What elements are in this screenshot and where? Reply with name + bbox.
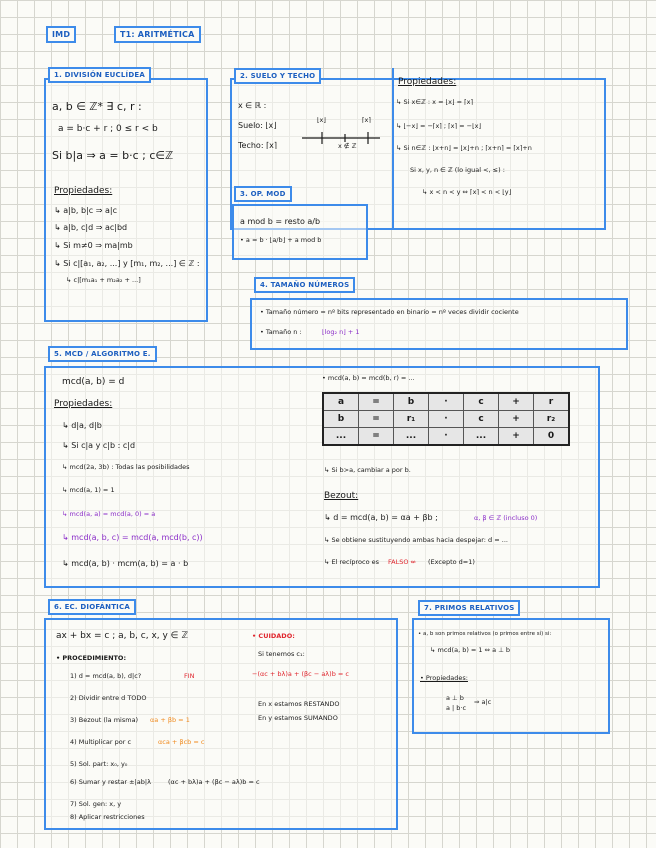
s6-proc-heading: • PROCEDIMIENTO: bbox=[56, 654, 127, 662]
s5-right-3-cond: α, β ∈ ℤ (incluso 0) bbox=[474, 514, 538, 522]
s6-step-4: 4) Multiplicar por c bbox=[70, 738, 132, 746]
s2-prop-3: ↳ Si n∈ℤ : ⌊x+n⌋ = ⌊x⌋+n ; ⌈x+n⌉ = ⌈x⌉+n bbox=[396, 144, 532, 152]
s1-prop-1: ↳ a|b, b|c ⇒ a|c bbox=[54, 206, 117, 215]
s1-prop-4: ↳ Si c|[a₁, a₂, ...] y [m₁, m₂, ...] ∈ ℤ : bbox=[54, 259, 200, 268]
s7-line-3b: a | b·c bbox=[446, 704, 467, 712]
s6-step-6: 6) Sumar y restar ±|ab|λ bbox=[70, 778, 151, 786]
euclid-table-cell: r₁ bbox=[394, 411, 429, 428]
euclid-table-cell: r bbox=[534, 393, 570, 411]
s5-right-1: • mcd(a, b) = mcd(b, r) = ... bbox=[322, 374, 415, 382]
s5-prop-6: ↳ mcd(a, b, c) = mcd(a, mcd(b, c)) bbox=[62, 533, 203, 542]
s6-step-7: 7) Sol. gen: x, y bbox=[70, 800, 122, 808]
s2-prop-5: ↳ x < n < y ⇔ ⌈x⌉ < n < ⌊y⌋ bbox=[422, 188, 512, 196]
s7-props-heading: • Propiedades: bbox=[420, 674, 468, 682]
s3-line-1: a mod b = resto a/b bbox=[240, 217, 321, 226]
euclid-table-cell: r₂ bbox=[534, 411, 570, 428]
s6-step-3: 3) Bezout (la misma) bbox=[70, 716, 139, 724]
euclid-table-cell: + bbox=[499, 411, 534, 428]
s6-line-1: ax + bx = c ; a, b, c, x, y ∈ ℤ bbox=[56, 631, 189, 641]
euclid-table-cell: a bbox=[323, 393, 359, 411]
euclid-table-cell: b bbox=[394, 393, 429, 411]
s7-line-2: ↳ mcd(a, b) = 1 ⇔ a ⊥ b bbox=[430, 646, 511, 654]
s4-line-1: • Tamaño número = nº bits representado en binario = nº veces dividir cociente bbox=[260, 308, 519, 316]
s5-prop-3: ↳ mcd(2a, 3b) : Todas las posibilidades bbox=[62, 463, 190, 471]
s6-care-4: En y estamos SUMANDO bbox=[258, 714, 338, 722]
s6-step-1: 1) d = mcd(a, b), d|c? bbox=[70, 672, 142, 680]
euclid-table-cell: c bbox=[464, 411, 499, 428]
s1-prop-5: ↳ c|[m₁a₁ + m₂a₂ + ...] bbox=[66, 276, 141, 284]
course-tag: IMD bbox=[46, 26, 76, 43]
euclid-algorithm-table bbox=[322, 392, 570, 446]
section-size-box bbox=[250, 298, 628, 350]
s5-props-heading: Propiedades: bbox=[54, 399, 113, 409]
euclid-table-cell: c bbox=[464, 393, 499, 411]
s7-line-3c: ⇒ a|c bbox=[474, 698, 492, 706]
section-division-title: 1. DIVISIÓN EUCLÍDEA bbox=[48, 67, 151, 83]
section-mod-box bbox=[232, 204, 368, 260]
s1-line-1: a, b ∈ ℤ* ∃ c, r : bbox=[52, 100, 142, 113]
s4-line-2-value: ⌊log₂ n⌋ + 1 bbox=[322, 328, 360, 336]
s5-prop-4: ↳ mcd(a, 1) = 1 bbox=[62, 486, 115, 494]
section-division-box bbox=[44, 78, 208, 322]
s6-step-3-eq: αa + βb = 1 bbox=[150, 716, 190, 724]
s2-prop-1: ↳ Si x∈ℤ : x = ⌊x⌋ = ⌈x⌉ bbox=[396, 98, 474, 106]
s1-prop-2: ↳ a|b, c|d ⇒ ac|bd bbox=[54, 223, 128, 232]
s5-right-5-except: (Excepto d=1) bbox=[428, 558, 475, 566]
s1-prop-3: ↳ Si m≠0 ⇒ ma|mb bbox=[54, 241, 133, 250]
section-diophantine-title: 6. EC. DIOFÁNTICA bbox=[48, 599, 136, 615]
euclid-table-cell: ... bbox=[394, 428, 429, 446]
section-size-title: 4. TAMAÑO NÚMEROS bbox=[254, 277, 355, 293]
s6-step-6-eq: (αc + bλ)a + (βc − aλ)b = c bbox=[168, 778, 260, 786]
euclid-table-cell: + bbox=[499, 428, 534, 446]
number-line-floor: ⌊x⌋ bbox=[317, 116, 326, 124]
number-line-ceil: ⌈x⌉ bbox=[362, 116, 371, 124]
euclid-table-cell: 0 bbox=[534, 428, 570, 446]
s5-right-3: ↳ d = mcd(a, b) = αa + βb ; bbox=[324, 513, 438, 522]
s5-right-4: ↳ Se obtiene sustituyendo ambas hacia despejar: d = ... bbox=[324, 536, 508, 544]
euclid-table-cell: + bbox=[499, 393, 534, 411]
s1-props-heading: Propiedades: bbox=[54, 186, 113, 196]
section-coprime-title: 7. PRIMOS RELATIVOS bbox=[418, 600, 520, 616]
euclid-table-row bbox=[323, 411, 569, 428]
s1-line-3: Si b|a ⇒ a = b·c ; c∈ℤ bbox=[52, 149, 174, 162]
euclid-table-cell: · bbox=[429, 393, 464, 411]
euclid-table-cell: b bbox=[323, 411, 359, 428]
euclid-table-cell: ... bbox=[464, 428, 499, 446]
euclid-table-cell: · bbox=[429, 411, 464, 428]
s6-step-8: 8) Aplicar restricciones bbox=[70, 813, 145, 821]
s5-right-5-false: FALSO ⇍ bbox=[388, 558, 416, 566]
section-gcd-title: 5. MCD / ALGORITMO E. bbox=[48, 346, 157, 362]
euclid-table-cell: = bbox=[359, 411, 394, 428]
euclid-table-row bbox=[323, 393, 569, 411]
s5-prop-1: ↳ d|a, d|b bbox=[62, 421, 102, 430]
s1-line-2: a = b·c + r ; 0 ≤ r < b bbox=[58, 124, 158, 134]
s2-line-3: Techo: ⌈x⌉ bbox=[238, 141, 278, 150]
euclid-table-row bbox=[323, 428, 569, 446]
s6-care-1: Si tenemos c₁: bbox=[258, 650, 305, 658]
euclid-table-cell: · bbox=[429, 428, 464, 446]
topic-tag: T1: ARITMÉTICA bbox=[114, 26, 201, 43]
s5-right-2: ↳ Si b>a, cambiar a por b. bbox=[324, 466, 411, 474]
s6-step-4-eq: αca + βcb = c bbox=[158, 738, 205, 746]
s6-step-5: 5) Sol. part: x₀, y₀ bbox=[70, 760, 128, 768]
s2-line-1: x ∈ ℝ : bbox=[238, 101, 267, 110]
s6-step-1-fin: FIN bbox=[184, 672, 195, 680]
s2-prop-4: Si x, y, n ∈ ℤ (lo igual <, ≤) : bbox=[410, 166, 505, 174]
s5-bezout-heading: Bezout: bbox=[324, 491, 359, 501]
s7-line-1: • a, b son primos relativos (o primos entre sí) si: bbox=[418, 631, 552, 637]
s6-care-3: En x estamos RESTANDO bbox=[258, 700, 340, 708]
s2-divider bbox=[392, 68, 394, 228]
s5-prop-2: ↳ Si c|a y c|b : c|d bbox=[62, 441, 136, 450]
s5-prop-5: ↳ mcd(a, a) = mcd(a, 0) = a bbox=[62, 510, 156, 518]
s5-line-1: mcd(a, b) = d bbox=[62, 377, 125, 387]
s6-care-heading: • CUIDADO: bbox=[252, 632, 295, 640]
s7-line-3a: a ⊥ b bbox=[446, 694, 464, 702]
s2-props-heading: Propiedades: bbox=[398, 77, 457, 87]
number-line-x: x ∉ ℤ bbox=[338, 142, 357, 150]
section-mod-title: 3. OP. MOD bbox=[234, 186, 292, 202]
s6-care-2: −(αc + bλ)a + (βc − aλ)b = c bbox=[252, 670, 349, 678]
s6-step-2: 2) Dividir entre d TODO bbox=[70, 694, 147, 702]
s5-right-5: ↳ El recíproco es bbox=[324, 558, 380, 566]
s3-line-2: • a = b · ⌊a/b⌋ + a mod b bbox=[240, 236, 322, 244]
euclid-table-cell: ... bbox=[323, 428, 359, 446]
euclid-table-cell: = bbox=[359, 393, 394, 411]
s2-prop-2: ↳ ⌊−x⌋ = −⌈x⌉ ; ⌈x⌉ = −⌊x⌋ bbox=[396, 122, 482, 130]
s2-line-2: Suelo: ⌊x⌋ bbox=[238, 121, 277, 130]
section-floor-ceil-title: 2. SUELO Y TECHO bbox=[234, 68, 321, 84]
euclid-table-cell: = bbox=[359, 428, 394, 446]
s4-line-2: • Tamaño n : bbox=[260, 328, 302, 336]
s5-prop-7: ↳ mcd(a, b) · mcm(a, b) = a · b bbox=[62, 559, 189, 568]
